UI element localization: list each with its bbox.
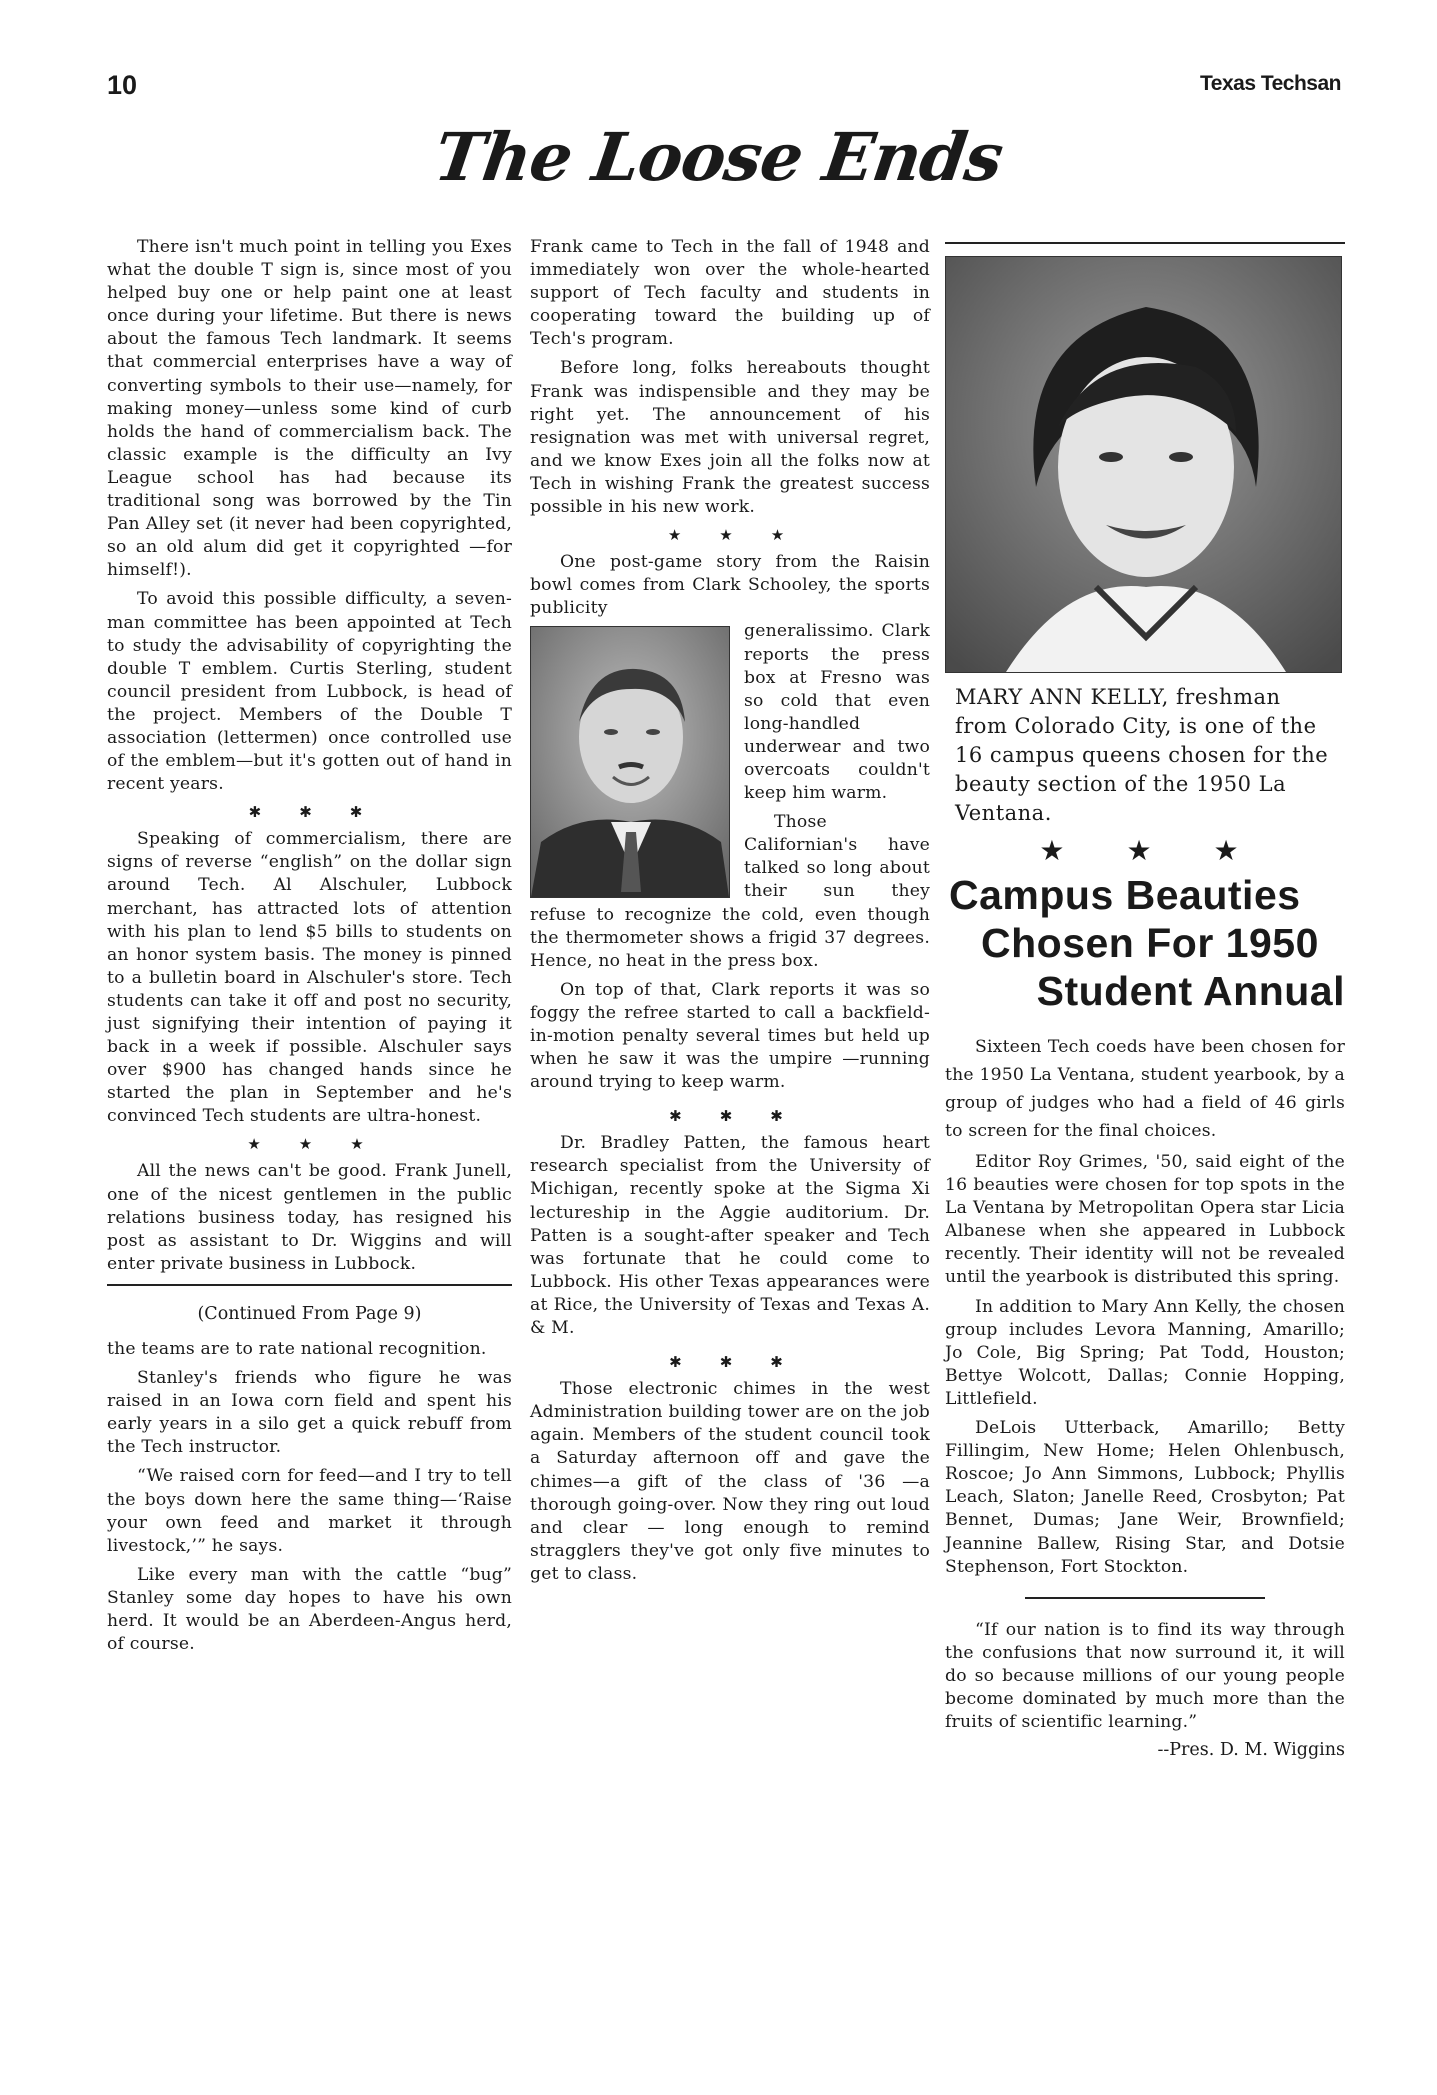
photo-caption: MARY ANN KELLY, freshman from Colorado City, is one of the 16 campus queens chosen for the beauty section of the 1950 La Ventana. (955, 685, 1329, 825)
section-divider-stars: ✱✱✱ (669, 1353, 821, 1372)
divider-rule (945, 242, 1345, 244)
continued-from-label: (Continued From Page 9) (197, 1303, 422, 1324)
paragraph: On top of that, Clark reports it was so foggy the refree started to call a backfield-in-motion penalty several times but held up when he saw it was the umpire —running around trying to keep warm. (530, 979, 930, 1093)
headline-line: Campus Beauties (949, 872, 1301, 918)
paragraph: To avoid this possible difficulty, a seven-man committee has been appointed at Tech to study the advisability of copyrighting the double T emblem. Curtis Sterling, student council president from Lubbock, is head of the project. Members of the Double T association (lettermen) once controlled use of the emblem—but it's gotten out of hand in recent years. (107, 589, 512, 795)
column-loose-ends-middle (530, 236, 930, 1592)
headline-line: Student Annual (1036, 968, 1345, 1014)
paragraph: generalissimo. Clark reports the press box at Fresno was so cold that even long-handled underwear and two overcoats couldn't keep him warm. (744, 621, 930, 804)
paragraph: Those electronic chimes in the west Administration building tower are on the job again. Members of the student council took a Saturday afternoon off and gave the chimes—a gift of the class of '36 —a thorough going-over. Now they ring out loud and clear — long enough to remind stragglers they've got only five minutes to get to class. (530, 1379, 930, 1584)
paragraph: Frank came to Tech in the fall of 1948 and immediately won over the whole-hearted support of Tech faculty and students in cooperating toward the building up of Tech's program. (530, 237, 930, 350)
column-loose-ends-left (107, 236, 512, 1662)
paragraph: Dr. Bradley Patten, the famous heart research specialist from the University of Michigan, recently spoke at the Sigma Xi lectureship in the Aggie auditorium. Dr. Patten is a sought-after speaker and Tech was fortunate that he could come to Lubbock. His other Texas appearances were at Rice, the University of Texas and Texas A. & M. (530, 1133, 930, 1339)
headline (945, 871, 1345, 1015)
column-campus-beauties (945, 236, 1345, 1760)
divider-rule (1025, 1597, 1265, 1599)
paragraph: Speaking of commercialism, there are signs of reverse “english” on the dollar sign around Tech. Al Alschuler, Lubbock merchant, has attracted lots of attention with his plan to lend $5 bills to students on an honor system basis. The money is pinned to a bulletin board in Alschuler's store. Tech students can take it off and post no security, just signifying their intention of paying it back in a week if possible. Alschuler says over $900 has changed hands since he started the plan in September and he's convinced Tech students are ultra-honest. (107, 829, 512, 1127)
portrait-photo-clark-schooley (530, 626, 730, 898)
paragraph: Like every man with the cattle “bug” Stanley some day hopes to have his own herd. It would be an Aberdeen-Angus herd, of course. (107, 1564, 512, 1655)
pull-quote: “If our nation is to find its way through the confusions that now surround it, it will do so because millions of our young people become dominated by much more than the fruits of scientific learning.” (945, 1619, 1345, 1733)
paragraph: All the news can't be good. Frank Junell, one of the nicest gentlemen in the public relations business today, has resigned his post as assistant to Dr. Wiggins and will enter private business in Lubbock. (107, 1161, 512, 1274)
page-number: 10 (107, 70, 138, 100)
paragraph: Before long, folks hereabouts thought Frank was indispensible and they may be right yet. The announcement of his resignation was met with universal regret, and we know Exes join all the folks now at Tech in wishing Frank the greatest success possible in his new work. (530, 358, 930, 518)
paragraph: There isn't much point in telling you Exes what the double T sign is, since most of you helped buy one or help paint one at least once during your lifetime. But there is news about the famous Tech landmark. It seems that commercial enterprises have a way of converting symbols to their use—namely, for making money—unless some kind of curb holds the hand of commercialism back. The classic example is the difficulty an Ivy League school has had because its traditional song was borrowed by the Tin Pan Alley set (it never had been copyrighted, so an old alum did get it copyrighted —for himself!). (107, 237, 512, 581)
paragraph: In addition to Mary Ann Kelly, the chosen group includes Levora Manning, Amarillo; Jo Cole, Big Spring; Pat Todd, Houston; Bettye Wolcott, Dallas; Connie Hopping, Littlefield. (945, 1296, 1345, 1409)
paragraph: Editor Roy Grimes, '50, said eight of the 16 beauties were chosen for top spots in the La Ventana by Metropolitan Opera star Licia Albanese when she appeared in Lubbock recently. Their identity will not be revealed until the yearbook is distributed this spring. (945, 1152, 1345, 1288)
section-divider-stars: ★★★ (247, 1135, 402, 1154)
publication-name: Texas Techsan (1200, 72, 1341, 95)
section-divider-stars: ★★★ (1039, 834, 1301, 867)
paragraph: DeLois Utterback, Amarillo; Betty Fillingim, New Home; Helen Ohlenbusch, Roscoe; Jo Ann Simmons, Lubbock; Phyllis Leach, Slaton; Janelle Reed, Crosbyton; Pat Bennet, Dumas; Jane Weir, Brownfield; Jeannine Ballew, Rising Star, and Dotsie Stephenson, Fort Stockton. (945, 1418, 1345, 1577)
paragraph: One post-game story from the Raisin bowl comes from Clark Schooley, the sports publicity (530, 552, 930, 619)
section-divider-stars: ✱✱✱ (669, 1107, 821, 1126)
man-portrait-icon (531, 627, 729, 897)
portrait-photo-mary-ann-kelly (945, 256, 1342, 673)
paragraph: Sixteen Tech coeds have been chosen for the 1950 La Ventana, student yearbook, by a group of judges who had a field of 46 girls to screen for the final choices. (945, 1037, 1345, 1141)
paragraph: Those Californian's have talked so long about their sun they refuse to recognize the cold, even though the thermometer shows a frigid 37 degrees. Hence, no heat in the press box. (530, 812, 930, 971)
quote-attribution: --Pres. D. M. Wiggins (1157, 1740, 1345, 1761)
section-divider-stars: ★★★ (667, 526, 823, 545)
page-title: The Loose Ends (429, 118, 1008, 196)
paragraph: the teams are to rate national recognition. (107, 1338, 487, 1359)
paragraph: Stanley's friends who figure he was raised in an Iowa corn field and spent his early years in a silo get a quick rebuff from the Tech instructor. (107, 1368, 512, 1458)
section-divider-stars: ✱✱✱ (248, 803, 401, 822)
headline-line: Chosen For 1950 (981, 920, 1319, 966)
divider-rule (107, 1284, 512, 1286)
woman-portrait-icon (946, 257, 1341, 672)
paragraph: “We raised corn for feed—and I try to tell the boys down here the same thing—‘Raise your own feed and market it through livestock,’” he says. (107, 1466, 512, 1556)
